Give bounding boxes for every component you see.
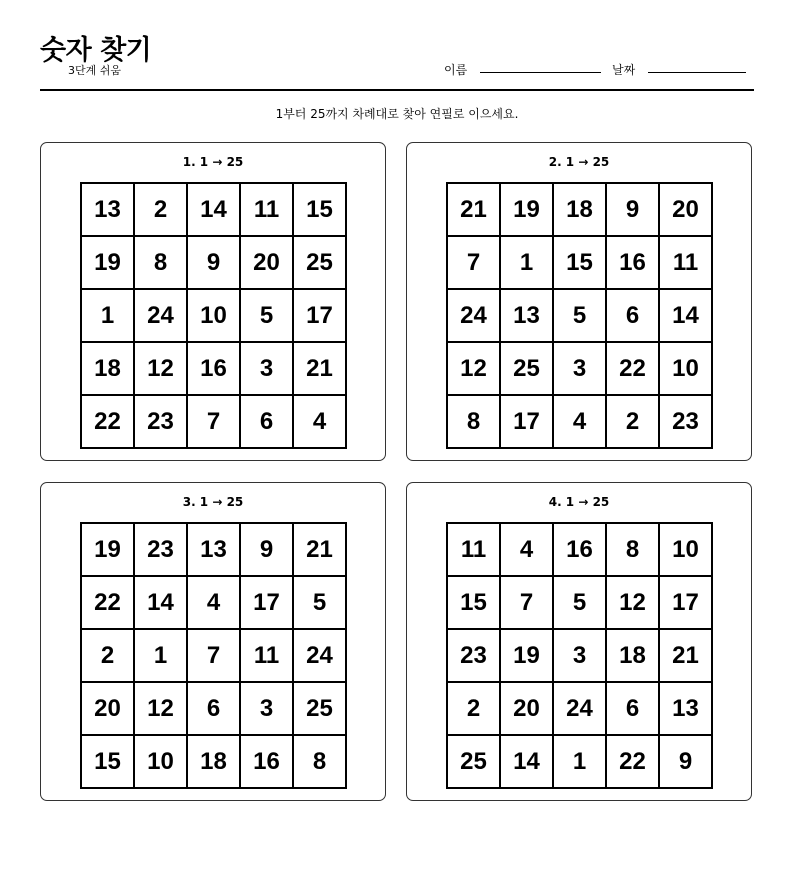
number-grid [446, 522, 713, 789]
puzzle-panel-3 [40, 482, 386, 801]
grid-cell[interactable]: 3 [553, 342, 606, 395]
grid-cell[interactable]: 23 [134, 523, 187, 576]
grid-row [81, 236, 346, 289]
grid-cell[interactable]: 20 [240, 236, 293, 289]
grid-cell[interactable]: 7 [187, 629, 240, 682]
grid-cell[interactable]: 6 [606, 289, 659, 342]
grid-cell[interactable]: 18 [81, 342, 134, 395]
grid-cell[interactable]: 1 [553, 735, 606, 788]
grid-cell[interactable]: 17 [240, 576, 293, 629]
grid-cell[interactable]: 5 [553, 576, 606, 629]
difficulty-subtitle: 3단계 쉬움 [68, 64, 121, 77]
grid-row [81, 576, 346, 629]
grid-cell[interactable]: 10 [659, 342, 712, 395]
grid-cell[interactable]: 8 [134, 236, 187, 289]
grid-row [81, 342, 346, 395]
grid-cell[interactable]: 25 [293, 682, 346, 735]
grid-cell[interactable]: 11 [659, 236, 712, 289]
grid-cell[interactable]: 18 [553, 183, 606, 236]
page-title: 숫자 찾기 [40, 35, 152, 66]
grid-cell[interactable]: 4 [553, 395, 606, 448]
grid-cell[interactable]: 8 [606, 523, 659, 576]
grid-cell[interactable]: 8 [293, 735, 346, 788]
grid-cell[interactable]: 16 [240, 735, 293, 788]
puzzle-title: 3. 1 → 25 [182, 495, 244, 509]
grid-cell[interactable]: 6 [187, 682, 240, 735]
grid-cell[interactable]: 10 [134, 735, 187, 788]
name-field-line[interactable] [480, 72, 601, 73]
grid-cell[interactable]: 24 [447, 289, 500, 342]
grid-cell[interactable]: 5 [553, 289, 606, 342]
grid-cell[interactable]: 13 [659, 682, 712, 735]
date-field-line[interactable] [648, 72, 746, 73]
grid-cell[interactable]: 6 [240, 395, 293, 448]
grid-cell[interactable]: 12 [134, 342, 187, 395]
grid-cell[interactable]: 3 [240, 682, 293, 735]
grid-row [447, 523, 712, 576]
grid-cell[interactable]: 9 [187, 236, 240, 289]
grid-cell[interactable]: 8 [447, 395, 500, 448]
number-grid [80, 522, 347, 789]
grid-cell[interactable]: 4 [500, 523, 553, 576]
grid-row [447, 183, 712, 236]
grid-cell[interactable]: 21 [293, 342, 346, 395]
grid-cell[interactable]: 9 [659, 735, 712, 788]
grid-row [81, 183, 346, 236]
instructions-text: 1부터 25까지 차례대로 찾아 연필로 이으세요. [275, 107, 519, 121]
grid-cell[interactable]: 17 [659, 576, 712, 629]
grid-cell[interactable]: 17 [500, 395, 553, 448]
name-label: 이름 [444, 63, 468, 77]
grid-cell[interactable]: 5 [240, 289, 293, 342]
grid-cell[interactable]: 16 [606, 236, 659, 289]
grid-cell[interactable]: 16 [187, 342, 240, 395]
grid-cell[interactable]: 21 [447, 183, 500, 236]
grid-row [447, 735, 712, 788]
grid-row [447, 289, 712, 342]
grid-cell[interactable]: 11 [447, 523, 500, 576]
grid-cell[interactable]: 24 [293, 629, 346, 682]
puzzle-title: 2. 1 → 25 [548, 155, 610, 169]
grid-cell[interactable]: 14 [134, 576, 187, 629]
grid-cell[interactable]: 12 [606, 576, 659, 629]
puzzle-panel-1 [40, 142, 386, 461]
grid-cell[interactable]: 22 [606, 735, 659, 788]
grid-cell[interactable]: 22 [81, 395, 134, 448]
puzzle-panel-4 [406, 482, 752, 801]
grid-cell[interactable]: 2 [81, 629, 134, 682]
grid-cell[interactable]: 23 [134, 395, 187, 448]
grid-cell[interactable]: 24 [553, 682, 606, 735]
grid-cell[interactable]: 10 [187, 289, 240, 342]
grid-cell[interactable]: 16 [553, 523, 606, 576]
grid-cell[interactable]: 2 [606, 395, 659, 448]
grid-row [447, 395, 712, 448]
grid-cell[interactable]: 10 [659, 523, 712, 576]
grid-cell[interactable]: 23 [447, 629, 500, 682]
grid-cell[interactable]: 6 [606, 682, 659, 735]
puzzle-title: 1. 1 → 25 [182, 155, 244, 169]
grid-cell[interactable]: 2 [447, 682, 500, 735]
grid-row [447, 236, 712, 289]
grid-cell[interactable]: 12 [134, 682, 187, 735]
grid-cell[interactable]: 15 [293, 183, 346, 236]
grid-row [447, 682, 712, 735]
grid-cell[interactable]: 20 [500, 682, 553, 735]
grid-cell[interactable]: 13 [81, 183, 134, 236]
grid-cell[interactable]: 25 [293, 236, 346, 289]
grid-row [81, 395, 346, 448]
puzzle-panel-2 [406, 142, 752, 461]
grid-cell[interactable]: 13 [500, 289, 553, 342]
grid-cell[interactable]: 15 [553, 236, 606, 289]
grid-cell[interactable]: 25 [500, 342, 553, 395]
grid-cell[interactable]: 7 [187, 395, 240, 448]
grid-row [81, 289, 346, 342]
grid-cell[interactable]: 2 [134, 183, 187, 236]
grid-cell[interactable]: 7 [500, 576, 553, 629]
grid-cell[interactable]: 14 [187, 183, 240, 236]
grid-row [81, 682, 346, 735]
grid-cell[interactable]: 1 [134, 629, 187, 682]
grid-cell[interactable]: 4 [187, 576, 240, 629]
header-divider [40, 89, 754, 91]
grid-cell[interactable]: 22 [606, 342, 659, 395]
grid-cell[interactable]: 22 [81, 576, 134, 629]
grid-cell[interactable]: 15 [447, 576, 500, 629]
grid-cell[interactable]: 19 [81, 236, 134, 289]
grid-cell[interactable]: 20 [659, 183, 712, 236]
grid-cell[interactable]: 19 [500, 629, 553, 682]
grid-cell[interactable]: 1 [81, 289, 134, 342]
grid-cell[interactable]: 14 [659, 289, 712, 342]
grid-cell[interactable]: 19 [500, 183, 553, 236]
puzzle-title: 4. 1 → 25 [548, 495, 610, 509]
grid-cell[interactable]: 25 [447, 735, 500, 788]
grid-cell[interactable]: 15 [81, 735, 134, 788]
grid-cell[interactable]: 19 [81, 523, 134, 576]
grid-row [447, 576, 712, 629]
grid-cell[interactable]: 9 [240, 523, 293, 576]
grid-cell[interactable]: 11 [240, 629, 293, 682]
grid-cell[interactable]: 17 [293, 289, 346, 342]
grid-cell[interactable]: 3 [240, 342, 293, 395]
grid-cell[interactable]: 18 [606, 629, 659, 682]
grid-cell[interactable]: 13 [187, 523, 240, 576]
grid-cell[interactable]: 21 [659, 629, 712, 682]
grid-row [81, 629, 346, 682]
grid-cell[interactable]: 7 [447, 236, 500, 289]
grid-cell[interactable]: 21 [293, 523, 346, 576]
grid-cell[interactable]: 23 [659, 395, 712, 448]
grid-cell[interactable]: 14 [500, 735, 553, 788]
grid-cell[interactable]: 11 [240, 183, 293, 236]
grid-row [447, 629, 712, 682]
grid-row [81, 523, 346, 576]
grid-cell[interactable]: 20 [81, 682, 134, 735]
grid-cell[interactable]: 9 [606, 183, 659, 236]
grid-cell[interactable]: 3 [553, 629, 606, 682]
grid-row [81, 735, 346, 788]
number-grid [446, 182, 713, 449]
grid-cell[interactable]: 4 [293, 395, 346, 448]
grid-cell[interactable]: 1 [500, 236, 553, 289]
grid-cell[interactable]: 18 [187, 735, 240, 788]
grid-cell[interactable]: 12 [447, 342, 500, 395]
date-label: 날짜 [612, 63, 636, 77]
grid-cell[interactable]: 24 [134, 289, 187, 342]
number-grid [80, 182, 347, 449]
grid-row [447, 342, 712, 395]
grid-cell[interactable]: 5 [293, 576, 346, 629]
